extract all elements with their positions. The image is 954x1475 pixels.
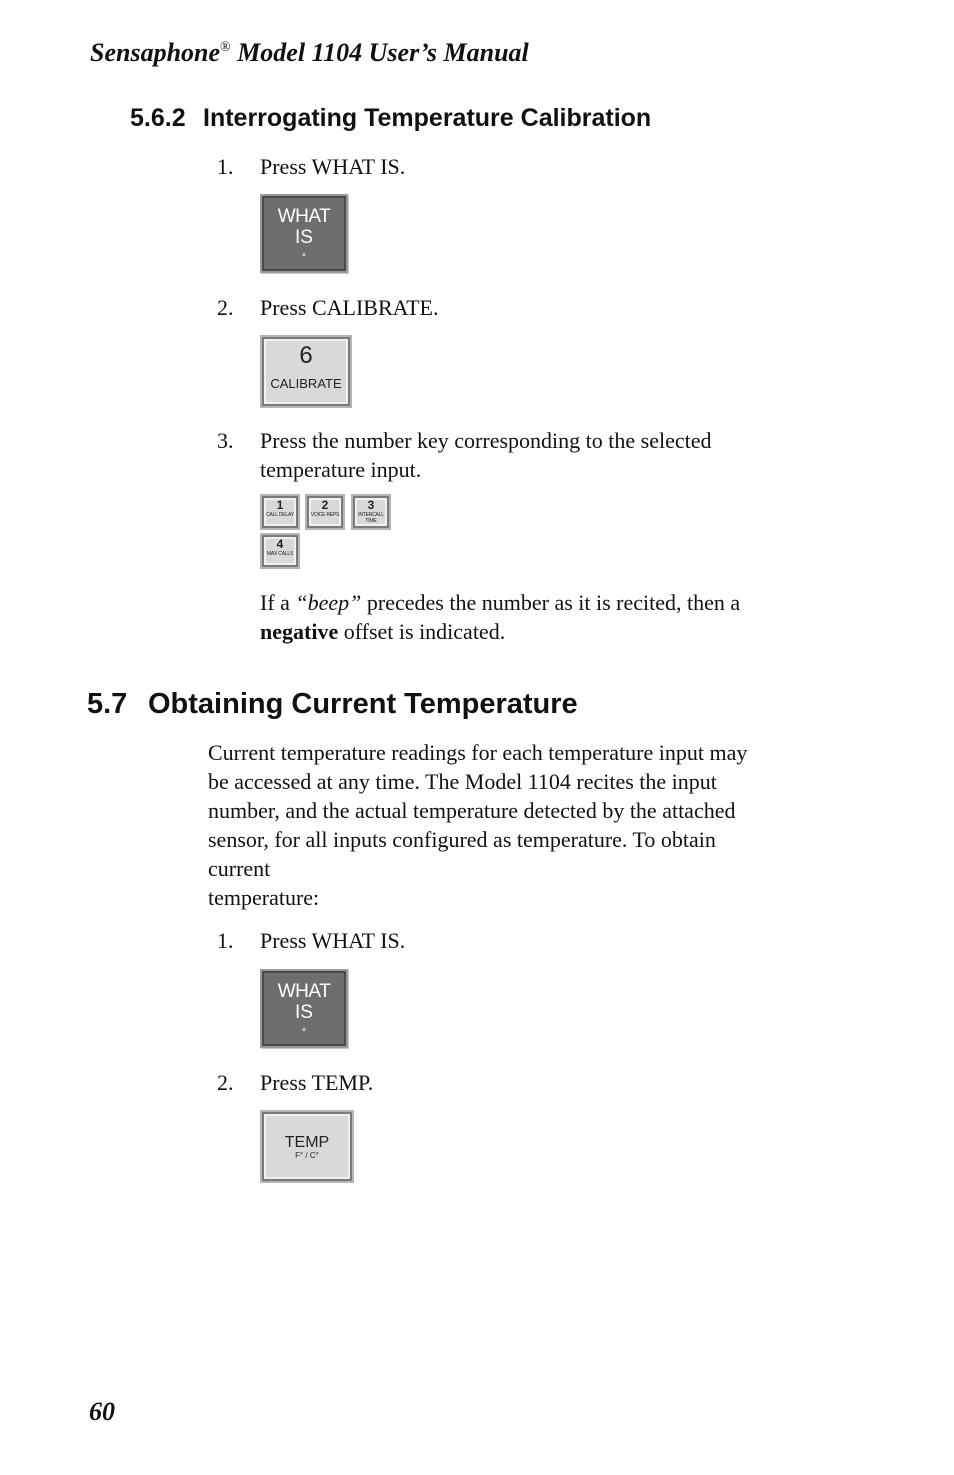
section-heading-5-6-2 <box>130 104 651 133</box>
section-number: 5.6.2 <box>130 104 186 132</box>
step-text: Press TEMP. <box>260 1070 374 1095</box>
paragraph-line: temperature: <box>208 885 320 910</box>
step-number: 2. <box>217 1070 234 1095</box>
what-is-key <box>260 969 348 1048</box>
key-label: MAX CALLS <box>266 551 294 557</box>
paragraph-line: current <box>208 856 271 881</box>
intro-paragraph <box>208 738 828 912</box>
registered-mark: ® <box>220 40 231 55</box>
note-text: precedes the number as it is recited, then a <box>361 590 741 615</box>
key-label: CALL DELAY <box>266 512 294 518</box>
asterisk-icon: * <box>301 251 307 263</box>
key-digit: 1 <box>276 498 284 512</box>
step-text: Press CALIBRATE. <box>260 295 439 320</box>
section-heading-5-7 <box>87 688 578 721</box>
number-key-2 <box>305 494 345 530</box>
asterisk-icon: * <box>301 1026 307 1038</box>
number-key-3 <box>351 494 391 530</box>
note-text: offset is indicated. <box>338 619 506 644</box>
section-title: Obtaining Current Temperature <box>148 688 578 720</box>
note-bold-negative: negative <box>260 619 339 644</box>
key-label-line1: WHAT <box>277 206 331 227</box>
step-number: 1. <box>217 928 234 953</box>
beep-note <box>260 588 820 646</box>
step-text: Press WHAT IS. <box>260 154 406 179</box>
section-title: Interrogating Temperature Calibration <box>203 104 652 132</box>
key-label: CALIBRATE <box>270 376 342 391</box>
what-is-key <box>260 194 348 273</box>
step-number: 2. <box>217 295 234 320</box>
temp-key <box>260 1110 354 1183</box>
paragraph-line: Current temperature readings for each temperature input may <box>208 740 748 765</box>
key-label-line1: WHAT <box>277 981 331 1002</box>
key-label-line2: IS <box>295 227 313 248</box>
key-label: VOICE REPS <box>310 512 340 518</box>
header-brand: Sensaphone <box>90 38 221 67</box>
section-number: 5.7 <box>87 688 128 720</box>
paragraph-line: number, and the actual temperature detected by the attached <box>208 798 736 823</box>
paragraph-line: be accessed at any time. The Model 1104 recites the input <box>208 769 717 794</box>
key-label: INTERCALL TIME <box>358 512 384 524</box>
key-digit: 3 <box>367 498 375 512</box>
step-number: 1. <box>217 154 234 179</box>
note-text: If a <box>260 590 296 615</box>
note-italic-beep: “beep” <box>295 590 362 615</box>
step-number: 3. <box>217 428 234 453</box>
key-label-line2: IS <box>295 1002 313 1023</box>
key-digit: 6 <box>299 342 313 369</box>
step-text: Press WHAT IS. <box>260 928 406 953</box>
step-text: Press the number key corresponding to the selected temperature input. <box>260 428 712 482</box>
key-digit: 4 <box>276 537 284 551</box>
calibrate-key <box>260 335 352 408</box>
page-number: 60 <box>89 1397 115 1426</box>
paragraph-line: sensor, for all inputs configured as temperature. To obtain <box>208 827 716 852</box>
number-key-1 <box>260 494 300 530</box>
key-sublabel: F° / C° <box>295 1151 319 1160</box>
number-key-4 <box>260 533 300 569</box>
key-label: TEMP <box>284 1134 330 1151</box>
running-header <box>90 38 529 68</box>
header-title: Model 1104 User’s Manual <box>230 38 529 67</box>
key-digit: 2 <box>321 498 329 512</box>
